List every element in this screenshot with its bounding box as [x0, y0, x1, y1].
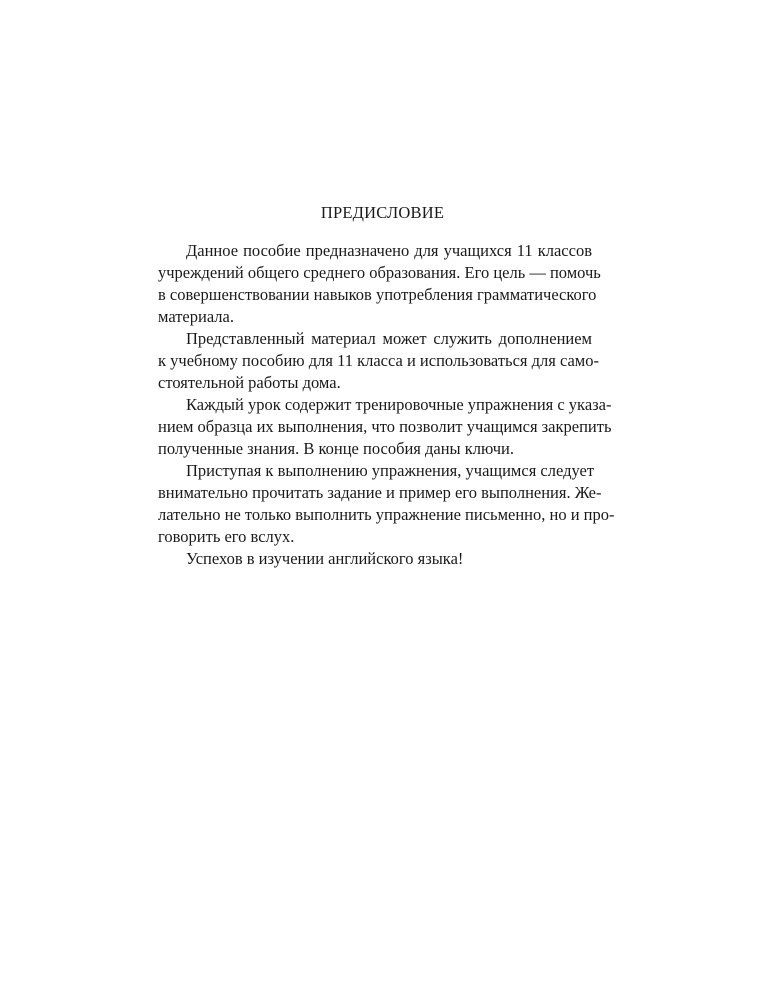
paragraph-supplement [130, 328, 599, 394]
text-line: говорить его вслух. [158, 527, 295, 546]
text-line: Каждый урок содержит тренировочные упражнения с указа- [186, 395, 612, 414]
text-line: нием образца их выполнения, что позволит учащимся закрепить [158, 417, 612, 436]
text-line: Успехов в изучении английского языка! [186, 549, 464, 568]
text-line: Представленный материал может служить дополнением [186, 329, 592, 348]
text-line: Данное пособие предназначено для учащихся 11 классов [186, 241, 592, 260]
preface-body [130, 240, 615, 570]
text-line: внимательно прочитать задание и пример его выполнения. Же- [158, 483, 602, 502]
text-line: к учебному пособию для 11 класса и использоваться для само- [158, 351, 599, 370]
text-line: Приступая к выполнению упражнения, учащимся следует [186, 461, 595, 480]
paragraph-instructions [130, 460, 615, 548]
paragraph-lessons [130, 394, 612, 460]
text-line: в совершенствовании навыков употребления грамматического [158, 285, 597, 304]
text-line: лательно не только выполнить упражнение письменно, но и про- [158, 505, 615, 524]
text-line: полученные знания. В конце пособия даны ключи. [158, 439, 514, 458]
page-title: ПРЕДИСЛОВИЕ [320, 203, 445, 222]
text-line: учреждений общего среднего образования. Его цель — помочь [158, 263, 601, 282]
text-line: материала. [158, 307, 234, 326]
paragraph-wishes [130, 548, 592, 570]
paragraph-purpose [130, 240, 601, 328]
text-line: стоятельной работы дома. [158, 373, 341, 392]
